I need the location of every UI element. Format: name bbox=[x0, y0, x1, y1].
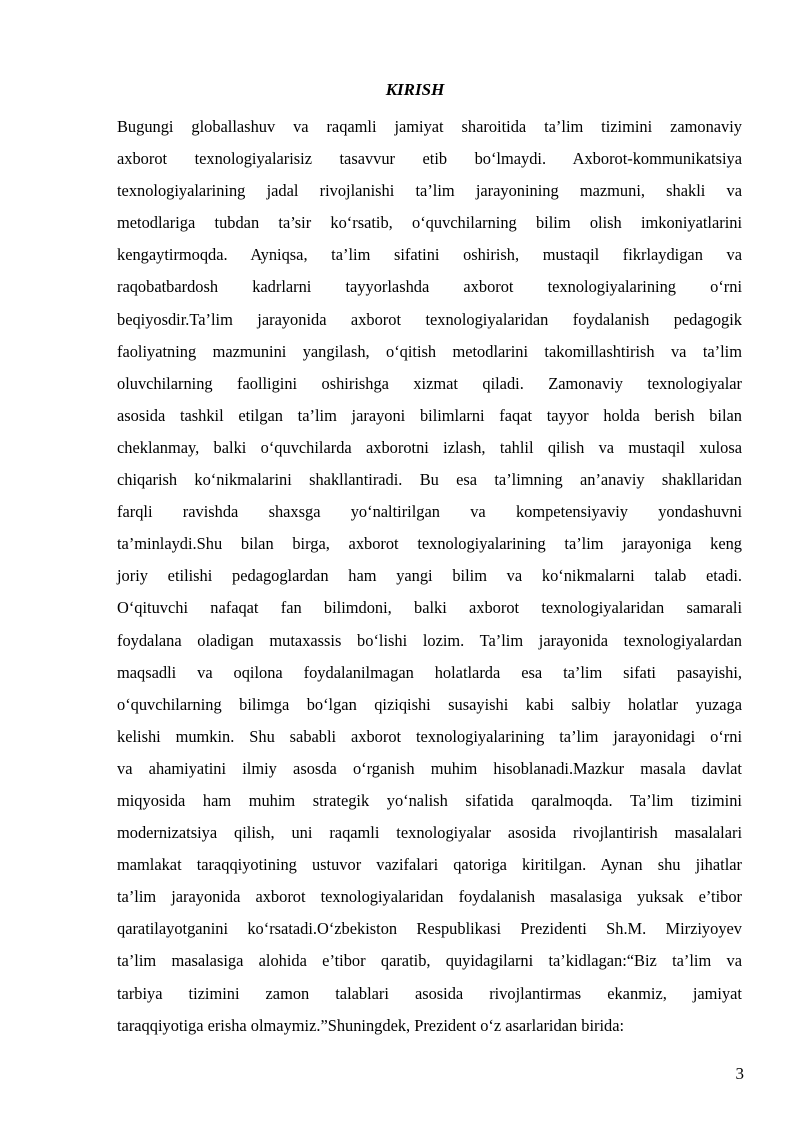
text-line: axborot texnologiyalarisiz tasavvur etib bo‘lmaydi. Axborot-kommunikatsiya bbox=[117, 149, 742, 169]
text-line: taraqqiyotiga erisha olmaymiz.”Shuningdek, Prezident o‘z asarlaridan birida: bbox=[117, 1015, 625, 1035]
page-number: 3 bbox=[735, 1064, 744, 1083]
text-line: tarbiya tizimini zamon talablari asosida rivojlantirmas ekanmiz, jamiyat bbox=[117, 983, 742, 1003]
section-heading: KIRISH bbox=[385, 80, 445, 99]
text-line: joriy etilishi pedagoglardan ham yangi bilim va ko‘nikmalarni talab etadi. bbox=[117, 566, 742, 586]
text-line: raqobatbardosh kadrlarni tayyorlashda axborot texnologiyalarining o‘rni bbox=[117, 277, 742, 297]
text-line: chiqarish ko‘nikmalarini shakllantiradi. Bu esa ta’limning an’anaviy shakllaridan bbox=[117, 470, 742, 490]
text-line: kelishi mumkin. Shu sababli axborot texnologiyalarining ta’lim jarayonidagi o‘rni bbox=[117, 726, 742, 746]
text-line: mamlakat taraqqiyotining ustuvor vazifalari qatoriga kiritilgan. Aynan shu jihatlar bbox=[117, 855, 742, 875]
text-line: oluvchilarning faolligini oshirishga xizmat qiladi. Zamonaviy texnologiyalar bbox=[117, 373, 742, 393]
text-line: ta’lim jarayonida axborot texnologiyalaridan foydalanish masalasiga yuksak e’tibor bbox=[117, 887, 742, 907]
text-line: kengaytirmoqda. Ayniqsa, ta’lim sifatini oshirish, mustaqil fikrlaydigan va bbox=[117, 245, 742, 265]
text-line: qaratilayotganini ko‘rsatadi.O‘zbekiston Respublikasi Prezidenti Sh.M. Mirziyoyev bbox=[117, 919, 742, 939]
text-line: farqli ravishda shaxsga yo‘naltirilgan va kompetensiyaviy yondashuvni bbox=[117, 502, 742, 522]
text-line: o‘quvchilarning bilimga bo‘lgan qiziqishi susayishi kabi salbiy holatlar yuzaga bbox=[117, 694, 742, 714]
text-line: faoliyatning mazmunini yangilash, o‘qitish metodlarini takomillashtirish va ta’lim bbox=[117, 341, 742, 361]
text-line: foydalana oladigan mutaxassis bo‘lishi lozim. Ta’lim jarayonida texnologiyalardan bbox=[117, 630, 742, 650]
text-line: texnologiyalarining jadal rivojlanishi ta’lim jarayonining mazmuni, shakli va bbox=[117, 181, 742, 201]
text-line: cheklanmay, balki o‘quvchilarda axborotni izlash, tahlil qilish va mustaqil xulosa bbox=[117, 437, 742, 457]
text-line: ta’minlaydi.Shu bilan birga, axborot texnologiyalarining ta’lim jarayoniga keng bbox=[117, 534, 742, 554]
text-line: beqiyosdir.Ta’lim jarayonida axborot texnologiyalaridan foydalanish pedagogik bbox=[117, 309, 742, 329]
text-line: O‘qituvchi nafaqat fan bilimdoni, balki axborot texnologiyalaridan samarali bbox=[117, 598, 742, 618]
text-line: miqyosida ham muhim strategik yo‘nalish sifatida qaralmoqda. Ta’lim tizimini bbox=[117, 790, 742, 810]
text-line: modernizatsiya qilish, uni raqamli texnologiyalar asosida rivojlantirish masalalari bbox=[117, 823, 742, 843]
text-line: va ahamiyatini ilmiy asosda o‘rganish muhim hisoblanadi.Mazkur masala davlat bbox=[117, 758, 742, 778]
text-line: Bugungi globallashuv va raqamli jamiyat sharoitida ta’lim tizimini zamonaviy bbox=[117, 117, 742, 136]
body-paragraph bbox=[117, 111, 742, 1042]
text-line: metodlariga tubdan ta’sir ko‘rsatib, o‘quvchilarning bilim olish imkoniyatlarini bbox=[117, 213, 742, 233]
text-line: ta’lim masalasiga alohida e’tibor qaratib, quyidagilarni ta’kidlagan:“Biz ta’lim va bbox=[117, 951, 742, 971]
text-line: asosida tashkil etilgan ta’lim jarayoni bilimlarni faqat tayyor holda berish bilan bbox=[117, 405, 742, 425]
text-line: maqsadli va oqilona foydalanilmagan holatlarda esa ta’lim sifati pasayishi, bbox=[117, 662, 742, 682]
